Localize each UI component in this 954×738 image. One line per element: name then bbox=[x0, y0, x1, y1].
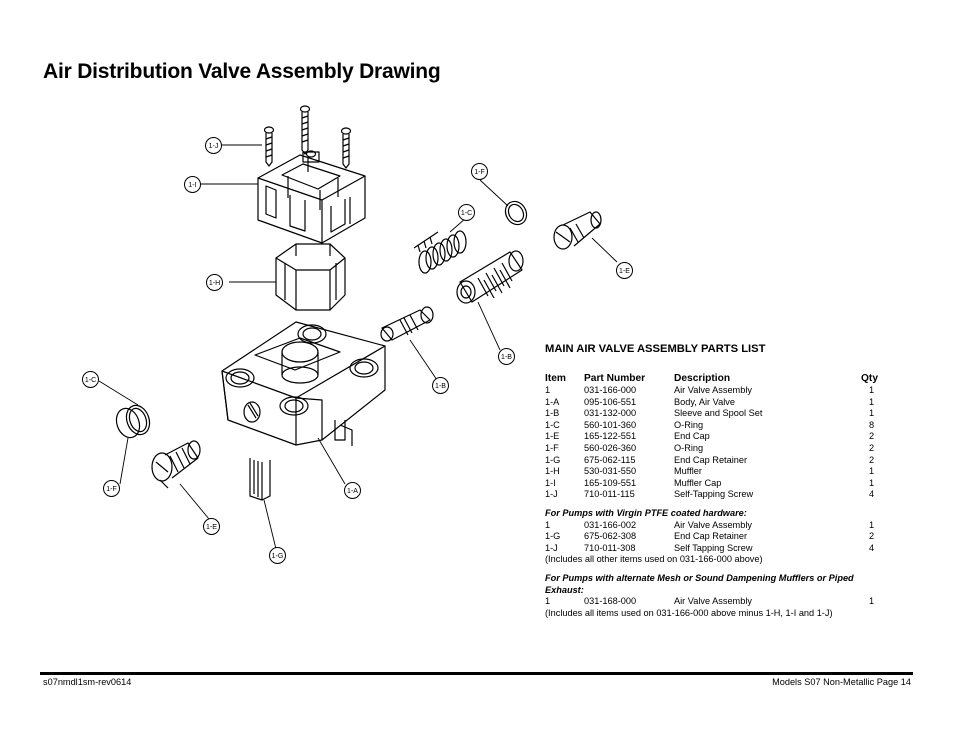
header-qty: Qty bbox=[861, 373, 878, 384]
parts-row bbox=[545, 520, 885, 532]
row-part-number: 165-122-551 bbox=[584, 431, 637, 442]
end-cap-1e-left bbox=[152, 441, 200, 488]
callout-1b-right: 1-B bbox=[498, 348, 515, 365]
row-description: End Cap Retainer bbox=[674, 454, 748, 465]
row-qty: 1 bbox=[869, 466, 875, 477]
parts-row bbox=[545, 531, 885, 543]
row-part-number: 560-026-360 bbox=[584, 442, 637, 453]
row-part-number: 031-168-000 bbox=[584, 596, 637, 607]
parts-list bbox=[545, 343, 885, 619]
alt-rows bbox=[545, 596, 885, 608]
row-qty: 1 bbox=[869, 519, 875, 530]
header-item: Item bbox=[545, 373, 566, 384]
callout-1c-left: 1-C bbox=[82, 371, 99, 388]
row-description: Air Valve Assembly bbox=[674, 519, 752, 530]
callout-1e-right: 1-E bbox=[616, 262, 633, 279]
header-description: Description bbox=[674, 373, 731, 384]
row-part-number: 031-166-000 bbox=[584, 385, 637, 395]
row-part-number: 710-011-115 bbox=[584, 489, 635, 500]
parts-row bbox=[545, 596, 885, 608]
row-item: 1 bbox=[545, 385, 551, 395]
parts-list-header bbox=[545, 372, 885, 385]
row-qty: 2 bbox=[869, 454, 875, 465]
row-qty: 1 bbox=[869, 408, 875, 419]
row-item: 1 bbox=[545, 596, 551, 607]
row-qty: 2 bbox=[869, 531, 875, 542]
parts-row bbox=[545, 431, 885, 443]
row-description: O-Ring bbox=[674, 442, 704, 453]
row-qty: 2 bbox=[869, 431, 875, 442]
parts-row bbox=[545, 385, 885, 397]
end-cap-1e-right bbox=[554, 212, 601, 249]
row-description: Air Valve Assembly bbox=[674, 385, 752, 395]
row-item: 1-G bbox=[545, 454, 561, 465]
row-part-number: 031-166-002 bbox=[584, 519, 637, 530]
row-item: 1-E bbox=[545, 431, 560, 442]
callout-1h: 1-H bbox=[206, 274, 223, 291]
row-part-number: 710-011-308 bbox=[584, 542, 636, 553]
row-qty: 1 bbox=[869, 385, 875, 395]
row-qty: 8 bbox=[869, 419, 875, 430]
callout-1a: 1-A bbox=[344, 482, 361, 499]
row-part-number: 165-109-551 bbox=[584, 477, 637, 488]
row-part-number: 530-031-550 bbox=[584, 466, 637, 477]
callout-1b-mid: 1-B bbox=[432, 377, 449, 394]
callout-1e-left: 1-E bbox=[203, 518, 220, 535]
parts-row bbox=[545, 478, 885, 490]
o-ring-1c-left bbox=[113, 402, 154, 441]
parts-row bbox=[545, 397, 885, 409]
footer-rule bbox=[40, 672, 913, 675]
row-description: End Cap bbox=[674, 431, 710, 442]
page-title: Air Distribution Valve Assembly Drawing bbox=[43, 60, 441, 83]
row-description: End Cap Retainer bbox=[674, 531, 748, 542]
parts-list-title: MAIN AIR VALVE ASSEMBLY PARTS LIST bbox=[545, 343, 766, 355]
parts-row bbox=[545, 443, 885, 455]
row-description: Self-Tapping Screw bbox=[674, 489, 754, 500]
row-qty: 4 bbox=[869, 489, 875, 500]
footer-doc-code: s07nmdl1sm-rev0614 bbox=[43, 677, 132, 687]
row-part-number: 031-132-000 bbox=[584, 408, 637, 419]
ptfe-note: (Includes all other items used on 031-166-000 above) bbox=[545, 554, 763, 565]
row-qty: 1 bbox=[869, 396, 875, 407]
ptfe-rows bbox=[545, 520, 885, 555]
callout-1i: 1-I bbox=[184, 176, 201, 193]
row-description: Air Valve Assembly bbox=[674, 596, 752, 607]
o-ring-stack-1c bbox=[414, 231, 466, 273]
parts-row bbox=[545, 408, 885, 420]
row-item: 1-J bbox=[545, 489, 558, 500]
callout-1j: 1-J bbox=[205, 137, 222, 154]
row-qty: 1 bbox=[869, 596, 875, 607]
parts-row bbox=[545, 543, 885, 555]
parts-row bbox=[545, 455, 885, 467]
row-part-number: 095-106-551 bbox=[584, 396, 637, 407]
muffler-cap-1i bbox=[258, 152, 365, 243]
callout-1f-left: 1-F bbox=[103, 480, 120, 497]
sleeve-1b-right bbox=[457, 251, 523, 303]
row-item: 1-C bbox=[545, 419, 560, 430]
row-qty: 2 bbox=[869, 442, 875, 453]
row-item: 1-F bbox=[545, 442, 559, 453]
row-item: 1-G bbox=[545, 531, 561, 542]
row-description: O-Ring bbox=[674, 419, 704, 430]
alt-note: (Includes all items used on 031-166-000 above minus 1-H, 1-I and 1-J) bbox=[545, 607, 833, 618]
main-rows bbox=[545, 385, 885, 501]
callout-1f-top: 1-F bbox=[471, 163, 488, 180]
row-item: 1-J bbox=[545, 542, 558, 553]
parts-row bbox=[545, 420, 885, 432]
row-item: 1 bbox=[545, 519, 551, 530]
row-part-number: 675-062-115 bbox=[584, 454, 636, 465]
parts-row bbox=[545, 466, 885, 478]
parts-row bbox=[545, 489, 885, 501]
row-qty: 4 bbox=[869, 542, 875, 553]
callout-1g: 1-G bbox=[269, 547, 286, 564]
o-ring-1f-top bbox=[501, 198, 530, 229]
ptfe-heading: For Pumps with Virgin PTFE coated hardware: bbox=[545, 507, 747, 518]
row-item: 1-A bbox=[545, 396, 560, 407]
row-description: Muffler Cap bbox=[674, 477, 722, 488]
callout-1c-top: 1-C bbox=[458, 204, 475, 221]
row-description: Self Tapping Screw bbox=[674, 542, 753, 553]
row-part-number: 675-062-308 bbox=[584, 531, 637, 542]
row-description: Muffler bbox=[674, 466, 702, 477]
header-part-number: Part Number bbox=[584, 373, 646, 384]
row-description: Body, Air Valve bbox=[674, 396, 735, 407]
row-item: 1-H bbox=[545, 466, 560, 477]
retainer-1g bbox=[250, 458, 270, 500]
row-item: 1-B bbox=[545, 408, 560, 419]
spool-1b-center bbox=[381, 307, 433, 341]
valve-body-1a bbox=[222, 322, 385, 446]
row-qty: 1 bbox=[869, 477, 875, 488]
muffler-1h bbox=[276, 244, 345, 310]
row-item: 1-I bbox=[545, 477, 556, 488]
row-part-number: 560-101-360 bbox=[584, 419, 637, 430]
alt-heading: For Pumps with alternate Mesh or Sound Dampening Mufflers or Piped Exhaust: bbox=[545, 572, 854, 595]
footer-page-label: Models S07 Non-Metallic Page 14 bbox=[772, 677, 911, 687]
row-description: Sleeve and Spool Set bbox=[674, 408, 763, 419]
